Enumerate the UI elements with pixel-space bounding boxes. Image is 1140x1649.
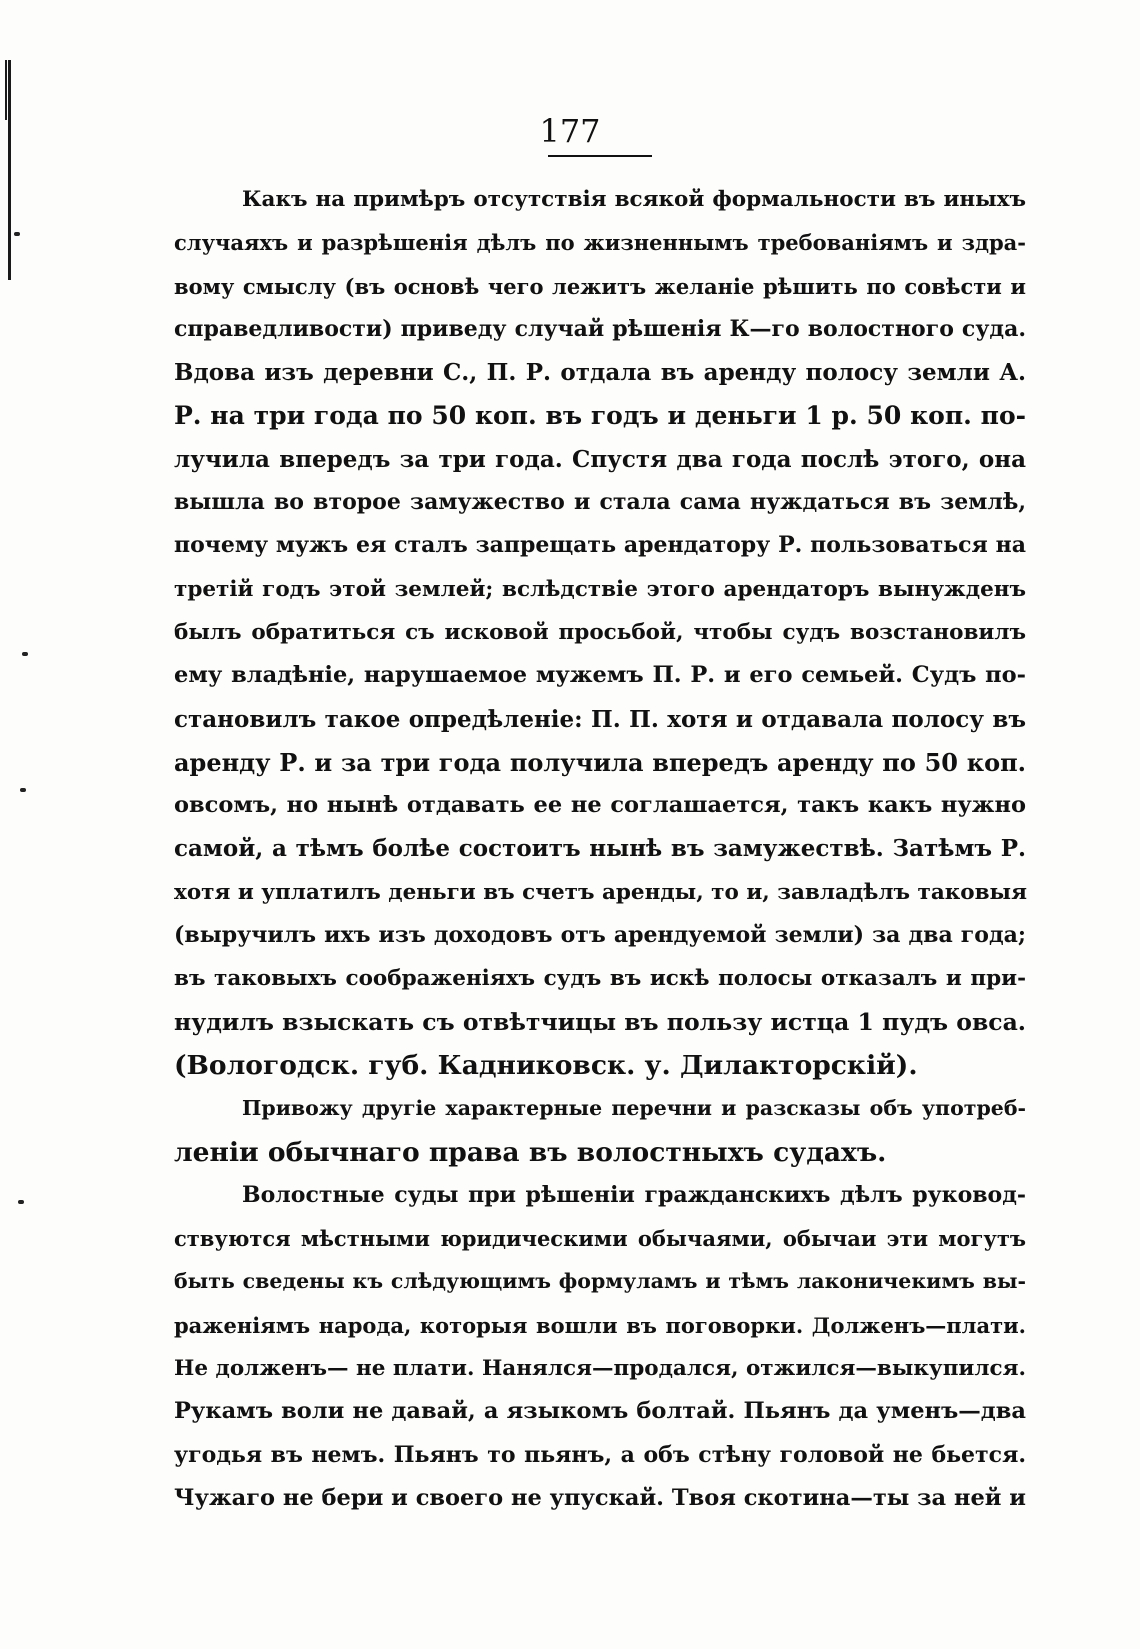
text-line: (выручилъ ихъ изъ доходовъ отъ арендуемой земли) за два года; [174,922,1026,949]
text-line: быть сведены къ слѣдующимъ формуламъ и тѣмъ лаконичекимъ вы- [174,1269,1026,1294]
scan-speck [18,1200,24,1204]
text-line: Вдова изъ деревни С., П. Р. отдала въ аренду полосу земли А. [174,359,1026,387]
text-line: Волостные суды при рѣшеніи гражданскихъ дѣлъ руковод- [242,1181,1026,1208]
text-line: вышла во второе замужество и стала сама нуждаться въ землѣ, [174,489,1026,516]
text-line: хотя и уплатилъ деньги въ счетъ аренды, то и, завладѣлъ таковыя [174,879,1027,905]
body-text [174,178,1026,1520]
text-line: въ таковыхъ соображеніяхъ судъ въ искѣ полосы отказалъ и при- [174,966,1026,992]
text-line: Привожу другіе характерные перечни и разсказы объ употреб- [242,1096,1026,1121]
text-line: былъ обратиться съ исковой просьбой, чтобы судъ возстановилъ [174,619,1026,645]
text-line: леніи обычнаго права въ волостныхъ судахъ. [174,1136,887,1168]
scan-speck [22,652,28,656]
text-line: Р. на три года по 50 коп. въ годъ и деньги 1 р. 50 коп. по- [174,401,1026,431]
text-line: лучила впередъ за три года. Спустя два года послѣ этого, она [174,445,1026,473]
text-line: ствуются мѣстными юридическими обычаями, обычаи эти могутъ [174,1226,1026,1252]
text-line: Не долженъ— не плати. Нанялся—продался, отжился—выкупился. [174,1356,1026,1382]
text-line: вому смыслу (въ основѣ чего лежитъ желаніе рѣшить по совѣсти и [174,273,1026,299]
text-line: третій годъ этой землей; вслѣдствіе этого арендаторъ вынужденъ [174,576,1026,602]
text-line: Чужаго не бери и своего не упускай. Твоя скотина—ты за ней и [174,1484,1026,1511]
text-line: самой, а тѣмъ болѣе состоитъ нынѣ въ замужествѣ. Затѣмъ Р. [174,835,1026,863]
text-line: Какъ на примѣръ отсутствія всякой формальности въ иныхъ [242,187,1026,212]
text-line: овсомъ, но нынѣ отдавать ее не соглашается, такъ какъ нужно [174,792,1026,819]
text-line: раженіямъ народа, которыя вошли въ поговорки. Долженъ—плати. [174,1312,1026,1338]
text-line: угодья въ немъ. Пьянъ то пьянъ, а объ стѣну головой не бьется. [174,1441,1026,1468]
text-line: почему мужъ ея сталъ запрещать арендатору Р. пользоваться на [174,532,1026,559]
text-line: ему владѣніе, нарушаемое мужемъ П. Р. и его семьей. Судъ по- [174,662,1026,689]
text-line: нудилъ взыскать съ отвѣтчицы въ пользу истца 1 пудъ овса. [174,1007,1026,1036]
text-line: справедливости) приведу случай рѣшенія К—го волостного суда. [174,315,1026,342]
text-line: случаяхъ и разрѣшенія дѣлъ по жизненнымъ требованіямъ и здра- [174,230,1026,256]
text-line: (Вологодск. губ. Кадниковск. у. Дилакторскій). [174,1049,918,1081]
page-number: 177 [539,112,601,150]
text-line: аренду Р. и за три года получила впередъ аренду по 50 коп. [174,747,1026,777]
text-line: становилъ такое опредѣленіе: П. П. хотя и отдавала полосу въ [174,705,1026,733]
scan-speck [14,232,20,236]
page-number-underline [548,155,652,157]
scan-margin-mark-secondary [5,60,7,120]
text-line: Рукамъ воли не давай, а языкомъ болтай. Пьянъ да уменъ—два [174,1398,1026,1425]
scan-speck [20,788,26,792]
scan-margin-mark [8,60,11,280]
